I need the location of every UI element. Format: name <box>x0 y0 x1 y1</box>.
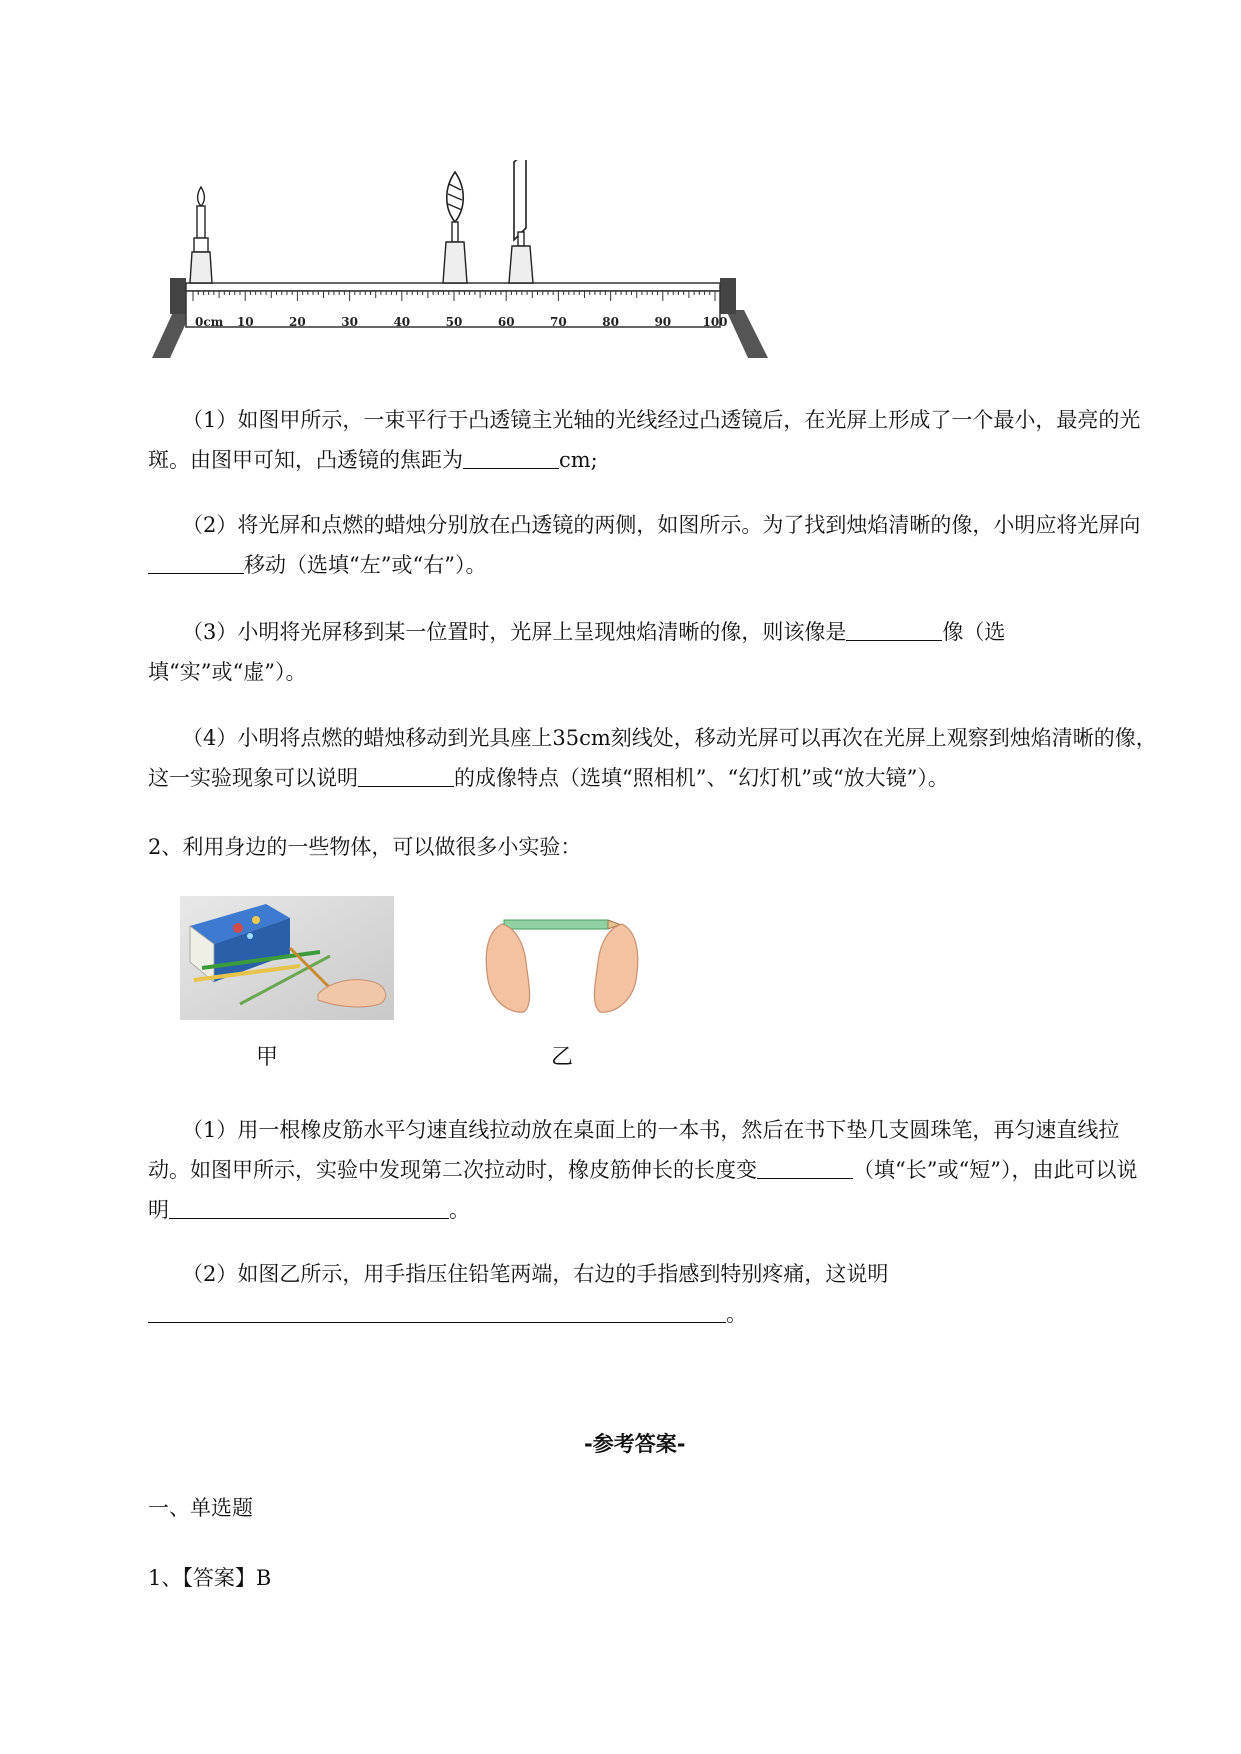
q1-part1-text: （1）如图甲所示，一束平行于凸透镜主光轴的光线经过凸透镜后，在光屏上形成了一个最小，最亮的光斑。由图甲可知，凸透镜的焦距为 <box>148 408 1141 472</box>
figure-book-pencils <box>180 896 394 1020</box>
ruler-label: 0cm <box>195 315 224 329</box>
answer-blank[interactable] <box>463 444 559 469</box>
q2-part1-end: 。 <box>449 1198 470 1222</box>
answer-blank[interactable] <box>757 1154 853 1179</box>
ruler-label: 30 <box>341 315 358 329</box>
q2-intro: 2、利用身边的一些物体，可以做很多小实验： <box>148 835 582 859</box>
figure-caption-a: 甲 <box>256 1045 279 1070</box>
answer-blank[interactable] <box>169 1194 449 1219</box>
convex-lens <box>443 172 467 283</box>
q2-part2 <box>148 1254 928 1334</box>
q2-part1-text: （1）用一根橡皮筋水平匀速直线拉动放在桌面上的一本书，然后在书下垫几支圆珠笔，再匀速直线拉动。如图甲所示，实验中发现第二次拉动时，橡皮筋伸长的长度变 <box>148 1118 1120 1182</box>
bench-rail <box>186 283 720 291</box>
answer-blank[interactable] <box>148 549 244 574</box>
q2-part1-middle: （填“长”或“短”），由此可以说明 <box>148 1158 1138 1222</box>
q1-part2-text: （2）将光屏和点燃的蜡烛分别放在凸透镜的两侧，如图所示。为了找到烛焰清晰的像，小明应将光屏向 <box>182 513 1141 537</box>
ruler-label: 10 <box>236 315 254 329</box>
q1-part4-options: 的成像特点（选填“照相机”、“幻灯机”或“放大镜”）。 <box>454 766 949 790</box>
q2-part2-text: （2）如图乙所示，用手指压住铅笔两端，右边的手指感到特别疼痛，这说明 <box>182 1262 889 1286</box>
q1-part3 <box>148 612 1158 692</box>
answer-blank[interactable] <box>358 762 454 787</box>
ruler-label: 80 <box>602 315 619 329</box>
answer-key-title: -参考答案- <box>584 1432 686 1456</box>
q1-part2 <box>148 505 1158 585</box>
q1-part1-unit: cm; <box>559 448 598 472</box>
q2-part1 <box>148 1110 1158 1230</box>
q1-part3-options: 像（选填“实”或“虚”）。 <box>148 620 1006 684</box>
q1-part1 <box>148 400 1158 480</box>
q2-part2-end: 。 <box>726 1302 747 1326</box>
ruler-label: 50 <box>445 315 463 329</box>
bench-right-block <box>720 278 736 314</box>
q1-part2-options: 移动（选填“左”或“右”）。 <box>244 553 487 577</box>
ruler-label: 40 <box>393 315 411 329</box>
ruler-label: 100 <box>702 315 728 329</box>
figure-caption-b: 乙 <box>551 1045 574 1070</box>
ruler-label: 70 <box>550 315 567 329</box>
optical-bench-figure <box>140 160 780 360</box>
candle <box>190 187 212 283</box>
light-screen <box>509 160 533 283</box>
q1-part4 <box>148 718 1158 798</box>
bench-left-block <box>170 278 186 314</box>
answer-blank[interactable] <box>148 1298 726 1323</box>
q1-part3-text: （3）小明将光屏移到某一位置时，光屏上呈现烛焰清晰的像，则该像是 <box>182 620 847 644</box>
ruler-label: 20 <box>289 315 306 329</box>
figure-fingers-pencil <box>480 910 640 1020</box>
answer-blank[interactable] <box>846 616 942 641</box>
q1-part4-text: （4）小明将点燃的蜡烛移动到光具座上35cm刻线处，移动光屏可以再次在光屏上观察到烛焰清晰的像，这一实验现象可以说明 <box>148 726 1157 790</box>
ruler-label: 60 <box>497 315 515 329</box>
bench-right-leg <box>726 310 768 358</box>
ruler-label: 90 <box>654 315 672 329</box>
answer-item-1: 1、【答案】B <box>148 1566 272 1590</box>
section-heading: 一、单选题 <box>148 1496 253 1520</box>
